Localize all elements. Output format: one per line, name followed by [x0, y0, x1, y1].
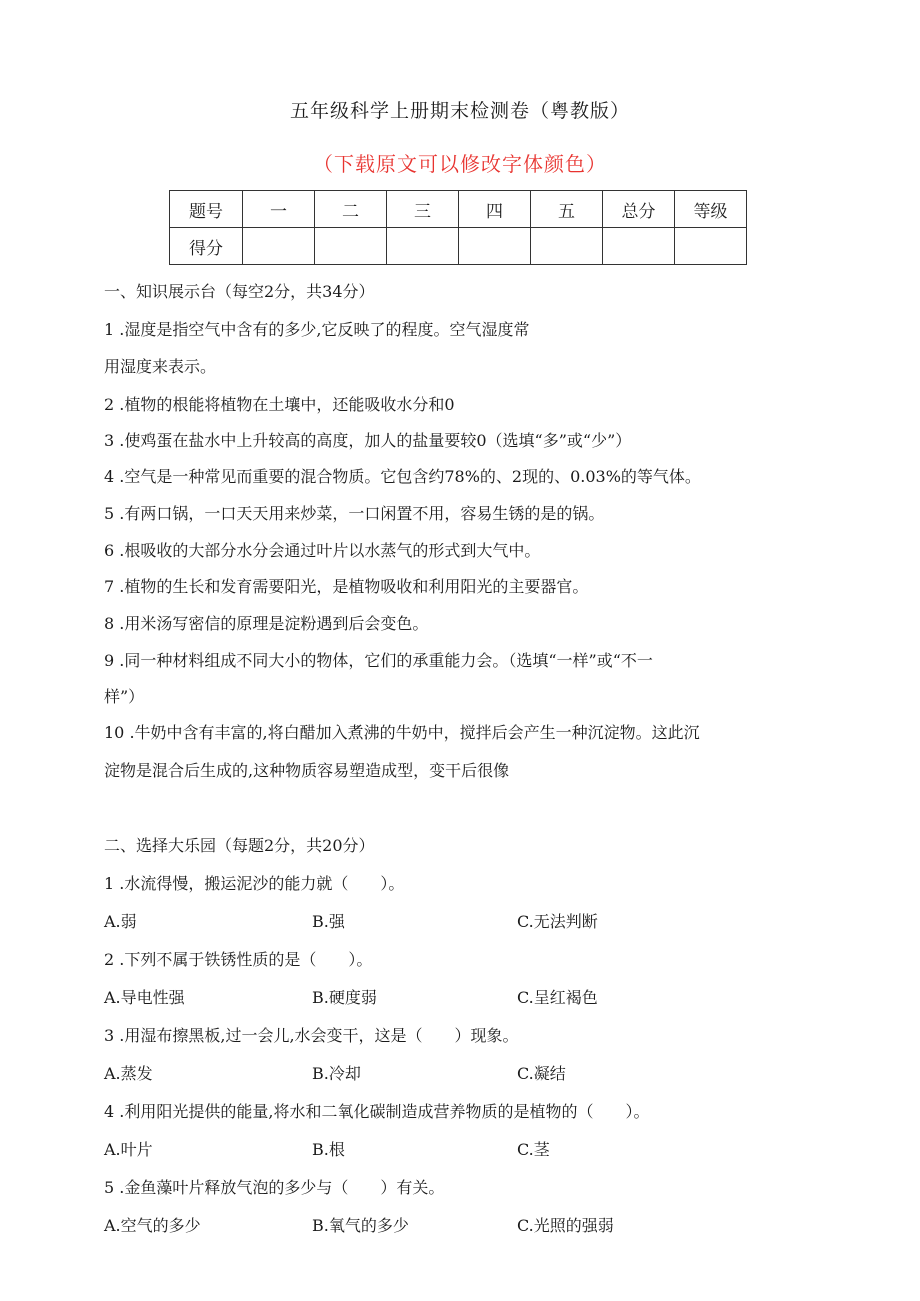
question-text: 4 .利用阳光提供的能量,将水和二氧化碳制造成营养物质的是植物的（ ）。 — [104, 1102, 650, 1121]
score-header-cell: 一 — [243, 191, 315, 228]
option-a: A.蒸发 — [104, 1064, 153, 1083]
page-title: 五年级科学上册期末检测卷（粤教版） — [289, 100, 630, 122]
score-header-cell: 四 — [459, 191, 531, 228]
section1-heading: 一、知识展示台（每空2分，共34分） — [104, 282, 375, 301]
section1-line: 淀物是混合后生成的,这种物质容易塑造成型，变干后很像 — [104, 761, 510, 780]
question-text: 5 .金鱼藻叶片释放气泡的多少与（ ）有关。 — [104, 1178, 445, 1197]
section1-line: 2 .植物的根能将植物在土壤中，还能吸收水分和0 — [104, 395, 455, 414]
section1-line: 4 .空气是一种常见而重要的混合物质。它包含约78%的、2现的、0.03%的等气体。 — [104, 467, 701, 486]
question-text: 2 .下列不属于铁锈性质的是（ ）。 — [104, 950, 373, 969]
option-b: B.氧气的多少 — [312, 1216, 409, 1235]
option-c: C.光照的强弱 — [517, 1216, 614, 1235]
score-cell — [675, 228, 747, 265]
option-b: B.冷却 — [312, 1064, 361, 1083]
section1-line: 7 .植物的生长和发育需要阳光，是植物吸收和利用阳光的主要器官。 — [104, 577, 589, 596]
option-b: B.硬度弱 — [312, 988, 377, 1007]
option-b: B.根 — [312, 1140, 345, 1159]
section1-line: 8 .用米汤写密信的原理是淀粉遇到后会变色。 — [104, 614, 429, 633]
score-cell — [315, 228, 387, 265]
section2-heading: 二、选择大乐园（每题2分，共20分） — [104, 836, 375, 855]
page-subtitle: （下载原文可以修改字体颜色） — [313, 152, 607, 176]
section1-line: 5 .有两口锅，一口天天用来炒菜，一口闲置不用，容易生锈的是的锅。 — [104, 504, 605, 523]
section1-line: 10 .牛奶中含有丰富的,将白醋加入煮沸的牛奶中，搅拌后会产生一种沉淀物。这此沉 — [104, 723, 700, 742]
score-table — [169, 190, 747, 265]
score-cell — [387, 228, 459, 265]
option-c: C.无法判断 — [517, 912, 598, 931]
option-a: A.弱 — [104, 912, 137, 931]
score-header-cell: 五 — [531, 191, 603, 228]
score-header-cell: 等级 — [675, 191, 747, 228]
score-header-cell: 题号 — [170, 191, 243, 228]
option-c: C.茎 — [517, 1140, 550, 1159]
score-table-score-row — [170, 228, 747, 265]
option-a: A.叶片 — [104, 1140, 153, 1159]
section1-line: 用湿度来表示。 — [104, 357, 217, 376]
score-cell — [243, 228, 315, 265]
option-a: A.导电性强 — [104, 988, 185, 1007]
section1-line: 3 .使鸡蛋在盐水中上升较高的高度，加人的盐量要较0（选填“多”或“少”） — [104, 431, 632, 450]
score-table-header-row — [170, 191, 747, 228]
score-cell — [459, 228, 531, 265]
question-text: 3 .用湿布擦黑板,过一会儿,水会变干，这是（ ）现象。 — [104, 1026, 519, 1045]
score-header-cell: 三 — [387, 191, 459, 228]
option-b: B.强 — [312, 912, 345, 931]
option-c: C.呈红褐色 — [517, 988, 598, 1007]
score-cell — [603, 228, 675, 265]
section1-line: 样”） — [104, 687, 145, 706]
score-row-label: 得分 — [170, 228, 243, 265]
score-header-cell: 二 — [315, 191, 387, 228]
question-text: 1 .水流得慢，搬运泥沙的能力就（ ）。 — [104, 874, 405, 893]
score-header-cell: 总分 — [603, 191, 675, 228]
option-a: A.空气的多少 — [104, 1216, 201, 1235]
section1-line: 1 .湿度是指空气中含有的多少,它反映了的程度。空气湿度常 — [104, 320, 530, 339]
section1-line: 6 .根吸收的大部分水分会通过叶片以水蒸气的形式到大气中。 — [104, 541, 541, 560]
score-cell — [531, 228, 603, 265]
option-c: C.凝结 — [517, 1064, 566, 1083]
section1-line: 9 .同一种材料组成不同大小的物体，它们的承重能力会。（选填“一样”或“不一 — [104, 651, 653, 670]
